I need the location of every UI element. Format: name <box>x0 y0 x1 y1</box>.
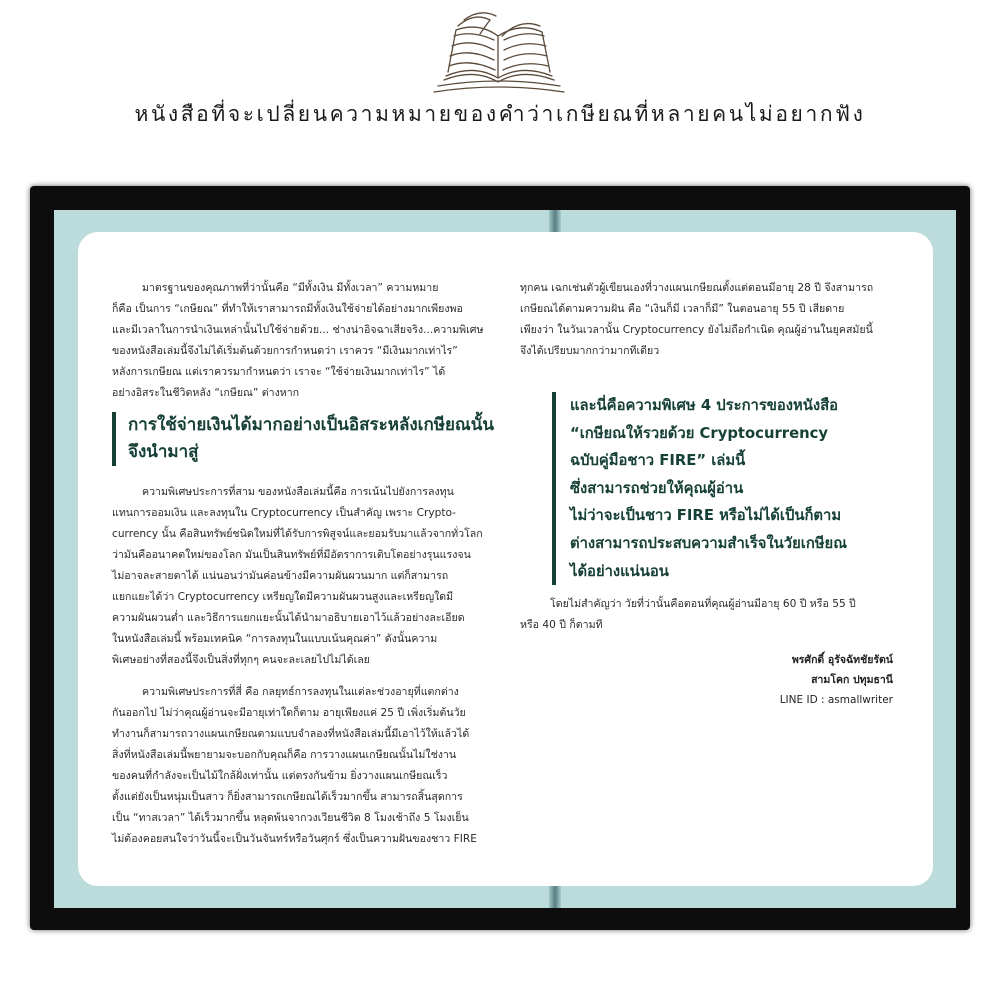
text-line: แทนการออมเงิน และลงทุนใน Cryptocurrency เป็นสำคัญ เพราะ Crypto- <box>112 507 456 519</box>
quote-line: และนี่คือความพิเศษ 4 ประการของหนังสือ <box>570 397 839 414</box>
quote-line: ต่างสามารถประสบความสำเร็จในวัยเกษียณ <box>570 534 847 552</box>
quote-line: “เกษียณให้รวยด้วย Cryptocurrency <box>570 424 829 442</box>
text-line: เป็น “ทาสเวลา” ได้เร็วมากขึ้น หลุดพ้นจากวงเวียนชีวิต 8 โมงเช้าถึง 5 โมงเย็น <box>112 812 469 824</box>
text-line: กันออกไป ไม่ว่าคุณผู้อ่านจะมีอายุเท่าใดก็ตาม อายุเพียงแค่ 25 ปี เพิ่งเริ่มต้นวัย <box>112 707 466 719</box>
feature-summary-quote <box>552 392 910 585</box>
text-line: ความผันผวนต่ำ และวิธีการแยกแยะนั้นได้นำมาอธิบายเอาไว้แล้วอย่างละเอียด <box>112 612 465 624</box>
fourth-feature-paragraph <box>112 682 508 850</box>
text-line: ก็คือ เป็นการ “เกษียณ” ที่ทำให้เราสามารถมีทั้งเงินใช้จ่ายได้อย่างมากเพียงพอ <box>112 303 463 315</box>
text-line: currency นั้น คือสินทรัพย์ชนิดใหม่ที่ได้รับการพิสูจน์และยอมรับมาแล้วจากทั่วโลก <box>112 528 483 540</box>
intro-paragraph <box>112 278 508 404</box>
text-line: ความพิเศษประการที่สี่ คือ กลยุทธ์การลงทุนในแต่ละช่วงอายุที่แตกต่าง <box>142 686 459 698</box>
text-line: หรือ 40 ปี ก็ตามที <box>520 619 603 631</box>
quote-line: ฉบับคู่มือชาว FIRE” เล่มนี้ <box>570 452 746 470</box>
text-line: แยกแยะได้ว่า Cryptocurrency เหรียญใดมีความผันผวนสูงและเหรียญใดมี <box>112 591 454 603</box>
author-signature <box>780 650 893 710</box>
text-line: ไม่ต้องคอยสนใจว่าวันนี้จะเป็นวันจันทร์หรือวันศุกร์ ซึ่งเป็นความฝันของชาว FIRE <box>112 833 477 845</box>
author-location: สามโคก ปทุมธานี <box>811 674 893 686</box>
author-name: พรศักดิ์ อุรัจฉัทชัยรัตน์ <box>791 654 893 666</box>
text-line: ไม่อาจละสายตาได้ แน่นอนว่ามันค่อนข้างมีความผันผวนมาก แต่ก็สามารถ <box>112 570 449 582</box>
text-line: และมีเวลาในการนำเงินเหล่านั้นไปใช้จ่ายด้วย... ช่างน่าอิจฉาเสียจริง...ความพิเศษ <box>112 324 484 336</box>
text-line: จึงได้เปรียบมากกว่ามากทีเดียว <box>520 345 660 357</box>
page-headline: หนังสือที่จะเปลี่ยนความหมายของคำว่าเกษียณที่หลายคนไม่อยากฟัง <box>134 102 866 126</box>
quote-line: ไม่ว่าจะเป็นชาว FIRE หรือไม่ได้เป็นก็ตาม <box>570 507 842 525</box>
subheading-line: จึงนำมาสู่ <box>128 442 199 462</box>
text-line: ของหนังสือเล่มนี้จึงไม่ได้เริ่มต้นด้วยการกำหนดว่า เราควร “มีเงินมากเท่าไร” <box>112 345 458 357</box>
subheading-line: การใช้จ่ายเงินได้มากอย่างเป็นอิสระหลังเกษียณนั้น <box>128 415 494 435</box>
author-line-id: LINE ID : asmallwriter <box>779 694 893 706</box>
text-line: ทุกคน เฉกเช่นตัวผู้เขียนเองที่วางแผนเกษียณตั้งแต่ตอนมีอายุ 28 ปี จึงสามารถ <box>520 282 874 294</box>
third-feature-paragraph <box>112 482 508 671</box>
text-line: ทำงานก็สามารถวางแผนเกษียณตามแบบจำลองที่หนังสือเล่มนี้มีเอาไว้ให้แล้วได้ <box>112 728 470 740</box>
open-book-icon <box>424 6 574 98</box>
text-line: พิเศษอย่างที่สองนี้จึงเป็นสิ่งที่ทุกๆ คนจะละเลยไปไม่ได้เลย <box>112 654 370 666</box>
quote-line: ได้อย่างแน่นอน <box>570 562 669 580</box>
book-spread <box>54 210 956 908</box>
text-line: ของคนที่กำลังจะเป็นไม้ใกล้ฝั่งเท่านั้น แต่ตรงกันข้าม ยิ่งวางแผนเกษียณเร็ว <box>112 770 448 782</box>
left-page <box>78 232 537 886</box>
section-subheading <box>112 412 514 466</box>
text-line: ว่ามันคืออนาคตใหม่ของโลก มันเป็นสินทรัพย์ที่มีอัตราการเติบโตอย่างรุนแรงจน <box>112 549 471 561</box>
closing-paragraph <box>520 594 902 636</box>
text-line: อย่างอิสระในชีวิตหลัง “เกษียณ” ต่างหาก <box>112 387 300 399</box>
text-line: มาตรฐานของคุณภาพที่ว่านั้นคือ “มีทั้งเงิน มีทั้งเวลา” ความหมาย <box>142 282 439 294</box>
right-top-paragraph <box>520 278 902 362</box>
text-line: ความพิเศษประการที่สาม ของหนังสือเล่มนี้คือ การเน้นไปยังการลงทุน <box>142 486 454 498</box>
text-line: เกษียณได้ตามความฝัน คือ “เงินก็มี เวลาก็มี” ในตอนอายุ 55 ปี เสียดาย <box>520 303 845 315</box>
text-line: สิ่งที่หนังสือเล่มนี้พยายามจะบอกกับคุณก็คือ การวางแผนเกษียณนั้นไม่ใช่งาน <box>112 749 457 761</box>
text-line: ตั้งแต่ยังเป็นหนุ่มเป็นสาว ก็ยิ่งสามารถเกษียณได้เร็วมากขึ้น สามารถสิ้นสุดการ <box>112 791 463 803</box>
text-line: ในหนังสือเล่มนี้ พร้อมเทคนิค “การลงทุนในแบบเน้นคุณค่า” ดังนั้นความ <box>112 633 438 645</box>
text-line: เพียงว่า ในวันเวลานั้น Cryptocurrency ยังไม่ถือกำเนิด คุณผู้อ่านในยุคสมัยนี้ <box>520 324 873 336</box>
quote-line: ซึ่งสามารถช่วยให้คุณผู้อ่าน <box>570 479 744 497</box>
text-line: หลังการเกษียณ แต่เราควรมากำหนดว่า เราจะ “ใช้จ่ายเงินมากเท่าไร” ได้ <box>112 366 446 378</box>
text-line: โดยไม่สำคัญว่า วัยที่ว่านั้นคือตอนที่คุณผู้อ่านมีอายุ 60 ปี หรือ 55 ปี <box>550 598 856 610</box>
right-page <box>506 232 933 886</box>
